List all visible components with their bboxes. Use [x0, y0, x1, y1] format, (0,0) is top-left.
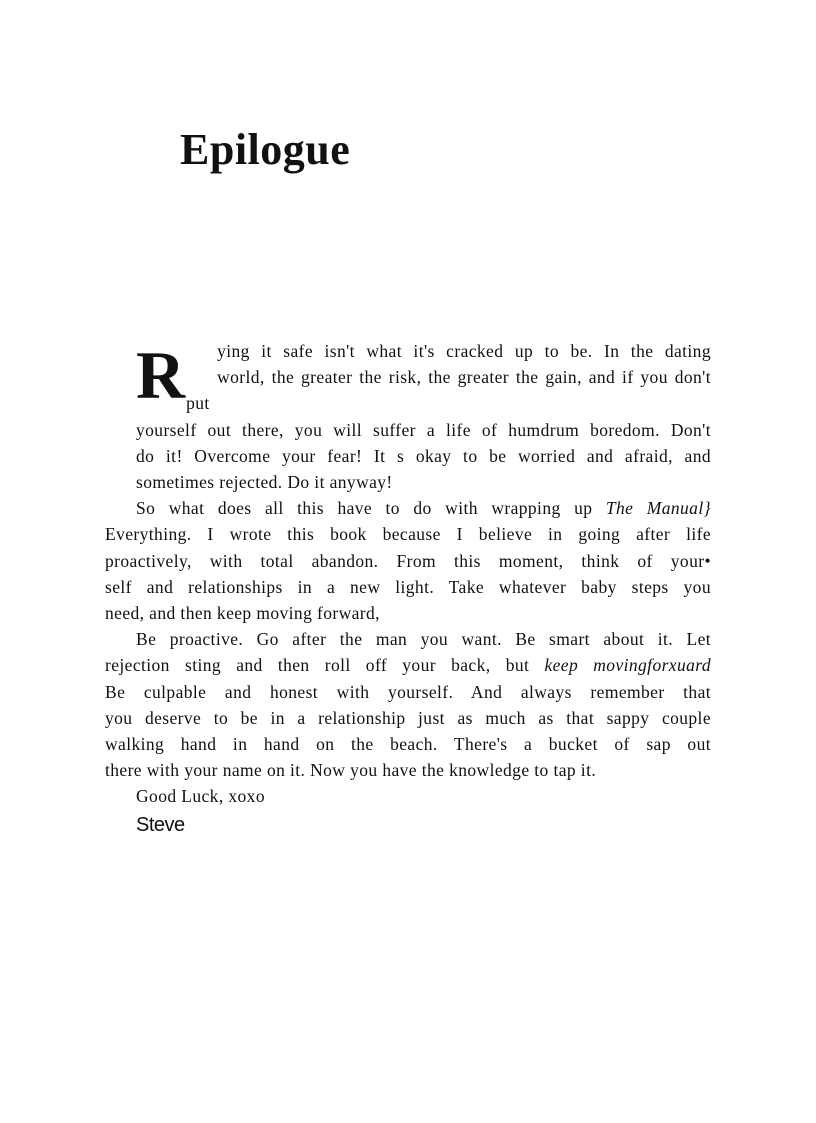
- text-line: self and relationships in a new light. Take whatever baby steps you: [105, 576, 711, 597]
- text-line: proactively, with total abandon. From this moment, think of your•: [105, 550, 711, 571]
- book-title-italic: The Manual}: [605, 498, 711, 519]
- text-line: Everything. I wrote this book because I believe in going after life: [105, 524, 711, 545]
- closing-line: Good Luck, xoxo: [136, 786, 265, 807]
- signature: Steve: [136, 813, 185, 836]
- drop-cap: R: [136, 337, 186, 413]
- paragraph-2: [105, 495, 711, 626]
- text-line: world, the greater the risk, the greater the gain, and if you don't put: [186, 367, 711, 414]
- paragraph-3: [105, 626, 711, 783]
- text-line: [105, 495, 711, 521]
- italic-run: keep movingforxuard: [544, 655, 711, 676]
- text-line: need, and then keep moving forward,: [105, 603, 380, 624]
- text-run: rejection sting and then roll off your back, but: [105, 655, 545, 676]
- signature-paragraph: [105, 812, 711, 838]
- text-line: Be culpable and honest with yourself. And always remember that: [105, 681, 711, 702]
- text-line: you deserve to be in a relationship just as much as that sappy couple: [105, 707, 711, 728]
- chapter-title: Epilogue: [180, 125, 351, 174]
- epilogue-body: [105, 338, 711, 838]
- text-line: [105, 652, 711, 678]
- text-line: ying it safe isn't what it's cracked up to be. In the dating: [217, 341, 711, 361]
- text-line: yourself out there, you will suffer a life of humdrum boredom. Don't: [136, 419, 711, 440]
- text-line: walking hand in hand on the beach. There's a bucket of sap out: [105, 734, 711, 755]
- text-line: Be proactive. Go after the man you want. Be smart about it. Let: [136, 629, 711, 650]
- text-line: do it! Overcome your fear! It s okay to be worried and afraid, and: [136, 445, 711, 466]
- text-run: So what does all this have to do with wrapping up: [136, 498, 606, 519]
- text-line: sometimes rejected. Do it anyway!: [136, 472, 393, 493]
- paragraph-1: [105, 338, 711, 495]
- text-line: there with your name on it. Now you have the knowledge to tap it.: [105, 760, 597, 781]
